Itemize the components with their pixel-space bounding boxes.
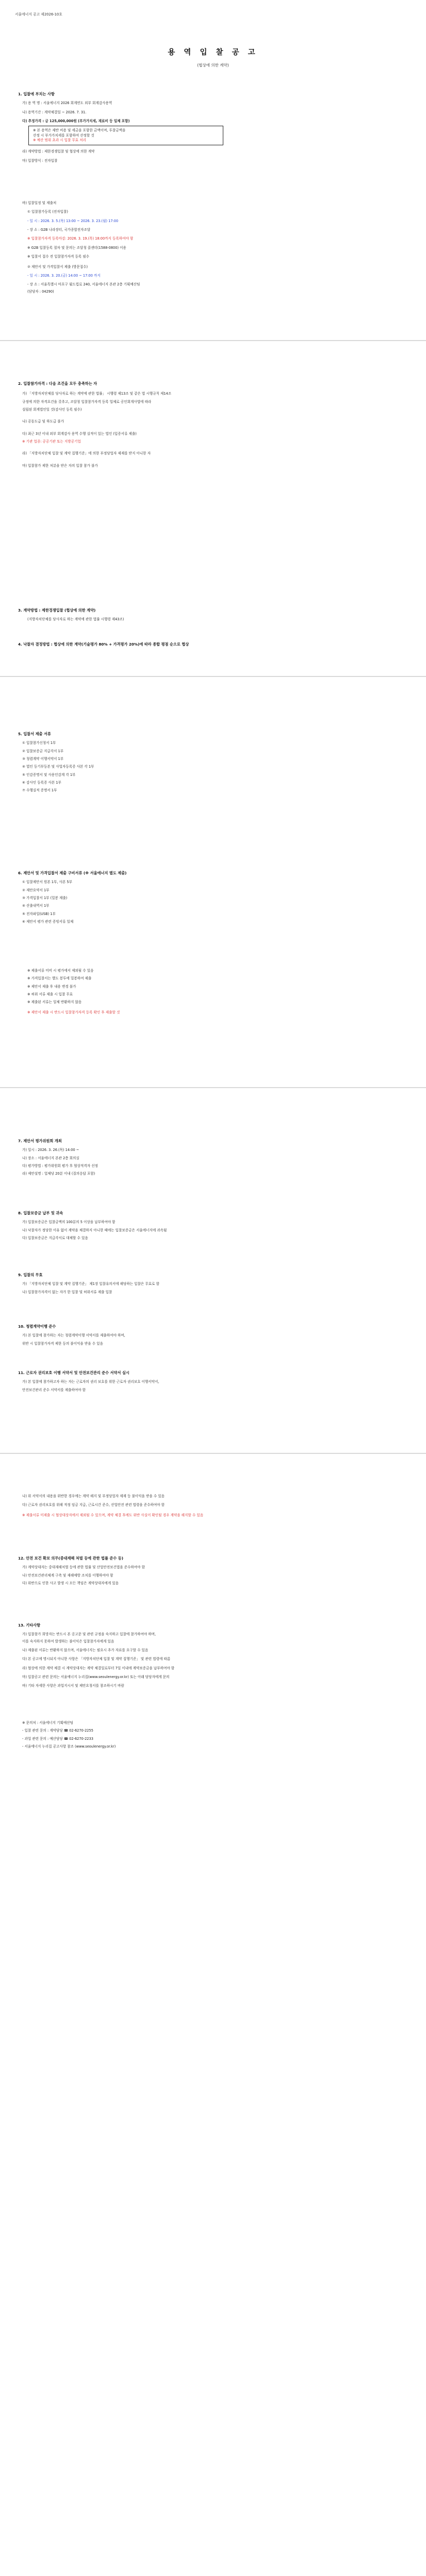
contact-line: - 입찰 관련 문의 : 계약담당 ☎ 02-6270-2255 (22, 1728, 93, 1733)
section-8 (18, 1211, 413, 1241)
section-11 (18, 1370, 413, 1393)
sec1b-line: - 일 시 : 2026. 3. 5.(목) 13:00 ~ 2026. 3. 23.(월) 17:00 (27, 218, 119, 223)
sec2-line: 다) 최근 3년 이내 외부 회계감사 용역 수행 실적이 있는 법인 (입증서류 제출) (22, 431, 137, 436)
sec10-line: 가) 본 입찰에 참가하는 자는 청렴계약이행 서약서를 제출하여야 하며, (22, 1333, 125, 1338)
sec13-line: 라) 협상에 의한 계약 체결 시 계약상대자는 계약 체결일로부터 7일 이내에 계약보증금을 납부하여야 함 (22, 1666, 175, 1670)
box-line: ※ 본 용역은 제반 비용 및 세금을 포함한 금액이며, 투찰금액을 (33, 128, 126, 133)
sec6b-highlight: ※ 제안서 제출 시 반드시 입찰참가자격 등록 확인 후 제출할 것 (27, 1010, 120, 1014)
sec1b-line: (담당자 : 04290) (27, 289, 54, 294)
sec2-line: 규정에 의한 자격요건을 갖추고, 조달청 입찰참가자격 등록 업체로 공인회계사법에 따라 (22, 399, 152, 404)
section-11-heading: 11. 근로자 권리보호 이행 서약서 및 안전보건관리 준수 서약서 실시 (18, 1370, 129, 1375)
sec13-line: 마) 입찰공고 관련 문의는 서울에너지 누리집(www.seoulenergy.or.kr) 또는 아래 담당자에게 문의 (22, 1675, 170, 1680)
sec6b-line: ※ 허위 서류 제출 시 입찰 무효 (27, 992, 73, 997)
sec1b-line: - 일 시 : 2026. 3. 20.(금) 14:00 ~ 17:00 까지 (27, 273, 101, 278)
sec2-line: ※ 기관 업종: 공공기관 또는 지방공기업 (22, 439, 81, 444)
notice-box (28, 126, 223, 145)
sec1-line: 나) 용역기간 : 계약체결일 ~ 2026. 7. 31. (22, 110, 87, 114)
contact-line: ※ 문의처 : 서울에너지 기획예산팀 (22, 1721, 73, 1725)
section-1b (18, 201, 413, 294)
section-9-heading: 9. 입찰의 무효 (18, 1273, 43, 1277)
sec11b-line: 나) 위 서약서의 내용을 위반한 경우에는 계약 해지 및 부정당업자 제재 등 불이익을 받을 수 있음 (22, 1494, 165, 1498)
contact-line: - 서울에너지 누리집 공고사항 참조 (www.seoulenergy.or.kr) (22, 1744, 116, 1749)
sec1b-line: ※ G2B 입찰등록 절차 및 문의는 조달청 콜센터(1588-0800) 이용 (27, 245, 126, 250)
sec1b-line: ① 입찰참가등록 (전자입찰) (27, 210, 68, 214)
sec2-line: 마) 입찰참가 제한 처분을 받은 자의 입찰 참가 불가 (22, 463, 98, 468)
sec9-line: 나) 입찰참가자격이 없는 자가 한 입찰 및 허위서류 제출 입찰 (22, 1290, 112, 1294)
contacts (18, 1721, 413, 1749)
sec11b-line: 다) 근로자 권리보호를 위해 적정 임금 지급, 근로시간 준수, 산업안전 관련 법령을 준수하여야 함 (22, 1503, 165, 1507)
divider (0, 676, 426, 677)
sec5-line: ① 입찰참가신청서 1부 (22, 741, 56, 745)
sec6-line: ⑤ 전자파일(USB) 1부 (22, 911, 56, 916)
sec1-line: 라) 계약방법 : 제한경쟁입찰 및 협상에 의한 계약 (22, 149, 95, 154)
section-6-heading: 6. 제안서 및 가격입찰서 제출 구비서류 (※ 서울에너지 별도 제출) (18, 871, 127, 875)
sec2-line: 설립된 회계법인일 것(감사인 등록 필수) (22, 407, 82, 412)
sec10-line: 위반 시 입찰참가자격 제한 등의 불이익을 받을 수 있음 (22, 1341, 103, 1346)
sec13-line: 나) 제출된 서류는 반환하지 않으며, 서울에너지는 필요시 추가 자료를 요구할 수 있음 (22, 1648, 149, 1652)
sec5-line: ⑤ 인감증명서 및 사용인감계 각 1부 (22, 772, 76, 777)
sec1-line: 다) 추정가격 : 금 125,000,000원 (부가가치세, 재료비 등 일체 포함) (22, 118, 130, 123)
section-10 (18, 1324, 413, 1346)
section-7-heading: 7. 제안서 평가위원회 개최 (18, 1139, 62, 1143)
sec6-line: ⑥ 제안서 평가 관련 증빙서류 일체 (22, 920, 74, 924)
sec1b-line: - 장 소 : 서울특별시 마포구 월드컵로 240, 서울에너지 본관 2층 기획예산팀 (27, 282, 140, 287)
sec11b-red: ※ 제출서류 미제출 시 협상대상자에서 제외될 수 있으며, 계약 체결 후에도 위반 사실이 확인될 경우 계약을 해지할 수 있음 (22, 1513, 204, 1517)
section-13-heading: 13. 기타사항 (18, 1623, 41, 1628)
sec8-line: 다) 입찰보증금은 지급각서로 대체할 수 있음 (22, 1235, 88, 1240)
sec2-line: 라) 「지방자치단체 입찰 및 계약 집행기준」에 의한 부정당업자 제재를 받지 아니한 자 (22, 451, 151, 456)
sec12-line: 가) 계약상대자는 중대재해처벌 등에 관한 법률 및 산업안전보건법을 준수하여야 함 (22, 1565, 145, 1570)
sec6b-line: ※ 제출서류 미비 시 평가에서 제외될 수 있음 (27, 969, 94, 973)
sec9-line: 가) 「지방자치단체 입찰 및 계약 집행기준」 제1장 입찰유의서에 해당하는 입찰은 무효로 함 (22, 1282, 159, 1286)
sec1b-heading: 바) 입찰일정 및 제출처 (22, 201, 57, 205)
sec5-line: ③ 청렴계약 이행서약서 1부 (22, 756, 64, 761)
section-10-heading: 10. 청렴계약이행 준수 (18, 1324, 56, 1329)
section-6b (18, 969, 413, 1015)
section-8-heading: 8. 입찰보증금 납부 및 귀속 (18, 1211, 63, 1215)
section-6 (18, 871, 413, 924)
sec2-line: 나) 공동도급 및 하도급 불가 (22, 419, 64, 424)
sec13-line: 가) 입찰참가 희망자는 반드시 본 공고문 및 관련 규정을 숙지하고 입찰에 참가하여야 하며, (22, 1632, 156, 1637)
sec6-line: ② 제안요약서 1부 (22, 888, 50, 892)
sec5-line: ⑥ 감사인 등록증 사본 1부 (22, 781, 61, 785)
sec7-line: 라) 제안설명 : 업체당 20분 이내 (질의응답 포함) (22, 1172, 95, 1176)
sec8-line: 나) 낙찰자가 정당한 이유 없이 계약을 체결하지 아니한 때에는 입찰보증금은 서울에너지에 귀속됨 (22, 1228, 167, 1232)
sec5-line: ⑦ 수행실적 증명서 1부 (22, 788, 57, 793)
section-2 (18, 381, 413, 468)
sec1-line: 가) 용 역 명 : 서울에너지 2026 회계연도 외부 회계감사용역 (22, 101, 112, 106)
sec5-line: ④ 법인 등기부등본 및 사업자등록증 사본 각 1부 (22, 765, 94, 769)
sec5-line: ② 입찰보증금 지급각서 1부 (22, 749, 64, 753)
sec6b-line: ※ 가격입찰서는 별도 봉투에 밀봉하여 제출 (27, 976, 92, 981)
section-13 (18, 1623, 413, 1689)
box-line: 산정 시 부가가치세를 포함하여 산정할 것 (33, 133, 94, 138)
section-4-heading: 4. 낙찰자 결정방법 : 협상에 의한 계약(기술평가 80% + 가격평가 20%)에 따라 종합 평점 순으로 협상 (18, 642, 189, 647)
divider (0, 1453, 426, 1454)
sec1b-line: - 장 소 : G2B 나라장터, 국가종합전자조달 (27, 228, 91, 232)
sec1b-line: ② 제안서 및 가격입찰서 제출 (방문접수) (27, 264, 88, 269)
page-subtitle: (협상에 의한 계약) (197, 63, 229, 67)
sec1b-line: ※ 입찰서 접수 전 입찰참가자격 등록 필수 (27, 255, 90, 259)
section-1 (18, 92, 413, 163)
sec13-line: 이를 숙지하지 못하여 발생하는 불이익은 입찰참가자에게 있음 (22, 1639, 114, 1643)
sec7-line: 다) 평가방법 : 평가위원회 평가 후 협상적격자 선정 (22, 1163, 98, 1168)
sec1b-line: ※ 입찰참가자격 등록마감: 2026. 3. 19.(목) 18:00까지 등록하여야 함 (27, 236, 134, 241)
sec13-line: 바) 기타 자세한 사항은 과업지시서 및 제안요청서를 참조하시기 바람 (22, 1684, 124, 1688)
section-4 (18, 642, 413, 647)
sec7-line: 가) 일시 : 2026. 3. 26.(목) 14:00 ~ (22, 1148, 79, 1153)
section-3-heading: 3. 계약방법 : 제한경쟁입찰 (협상에 의한 계약) (18, 608, 96, 613)
sec12-line: 나) 안전보건관리체계 구축 및 재해예방 조치를 이행하여야 함 (22, 1573, 113, 1578)
section-11b (18, 1494, 413, 1518)
sec6-line: ③ 가격입찰서 1부 (밀봉 제출) (22, 895, 68, 900)
box-line: ※ 예산 범위 초과 시 입찰 무효 처리 (33, 138, 87, 143)
section-12 (18, 1556, 413, 1586)
sec2-line: 가) 「지방자치단체를 당사자로 하는 계약에 관한 법률」 시행령 제13조 및 같은 법 시행규칙 제14조 (22, 392, 172, 396)
section-3 (18, 608, 413, 622)
sec6b-line: ※ 제출된 서류는 일체 반환하지 않음 (27, 1000, 82, 1005)
section-7 (18, 1139, 413, 1177)
sec8-line: 가) 입찰보증금은 입찰금액의 100분의 5 이상을 납부하여야 함 (22, 1220, 116, 1225)
sec6-line: ① 입찰제안서 원본 1부, 사본 5부 (22, 880, 72, 885)
section-12-heading: 12. 안전 보건 확보 의무(중대재해 처벌 등에 관한 법률 준수 등) (18, 1556, 124, 1561)
sec13-line: 다) 본 공고에 명시되지 아니한 사항은 「지방자치단체 입찰 및 계약 집행기준」 및 관련 법령에 따름 (22, 1657, 171, 1662)
sec6b-line: ※ 제안서 제출 후 내용 변경 불가 (27, 984, 76, 989)
section-2-heading: 2. 입찰참가자격 : 다음 조건을 모두 충족하는 자 (18, 381, 97, 386)
sec7-line: 나) 장소 : 서울에너지 본관 2층 회의실 (22, 1156, 79, 1160)
section-9 (18, 1273, 413, 1295)
sec3-note: (지방자치단체를 당사자로 하는 계약에 관한 법률 시행령 제43조) (27, 617, 124, 622)
sec12-line: 다) 위반으로 인한 사고 발생 시 모든 책임은 계약상대자에게 있음 (22, 1581, 119, 1585)
section-5-heading: 5. 입찰서 제출 서류 (18, 732, 51, 736)
sec11-line: 안전보건관리 준수 서약서를 제출하여야 함 (22, 1387, 86, 1392)
sec6-line: ④ 산출내역서 1부 (22, 904, 50, 908)
page-title: 용 역 입 찰 공 고 (168, 48, 258, 57)
divider (0, 1087, 426, 1088)
section-1-heading: 1. 입찰에 부치는 사항 (18, 92, 55, 96)
contact-line: - 과업 관련 문의 : 예산담당 ☎ 02-6270-2233 (22, 1736, 93, 1741)
sec11-line: 가) 본 입찰에 참가하고자 하는 자는 근로자의 권리 보호를 위한 근로자 권리보호 이행서약서, (22, 1380, 159, 1384)
sec1-line: 마) 입찰방식 : 전자입찰 (22, 158, 58, 163)
divider (0, 340, 426, 341)
section-5 (18, 732, 413, 793)
notice-number: 서울에너지 공고 제2026-10호 (15, 12, 62, 16)
